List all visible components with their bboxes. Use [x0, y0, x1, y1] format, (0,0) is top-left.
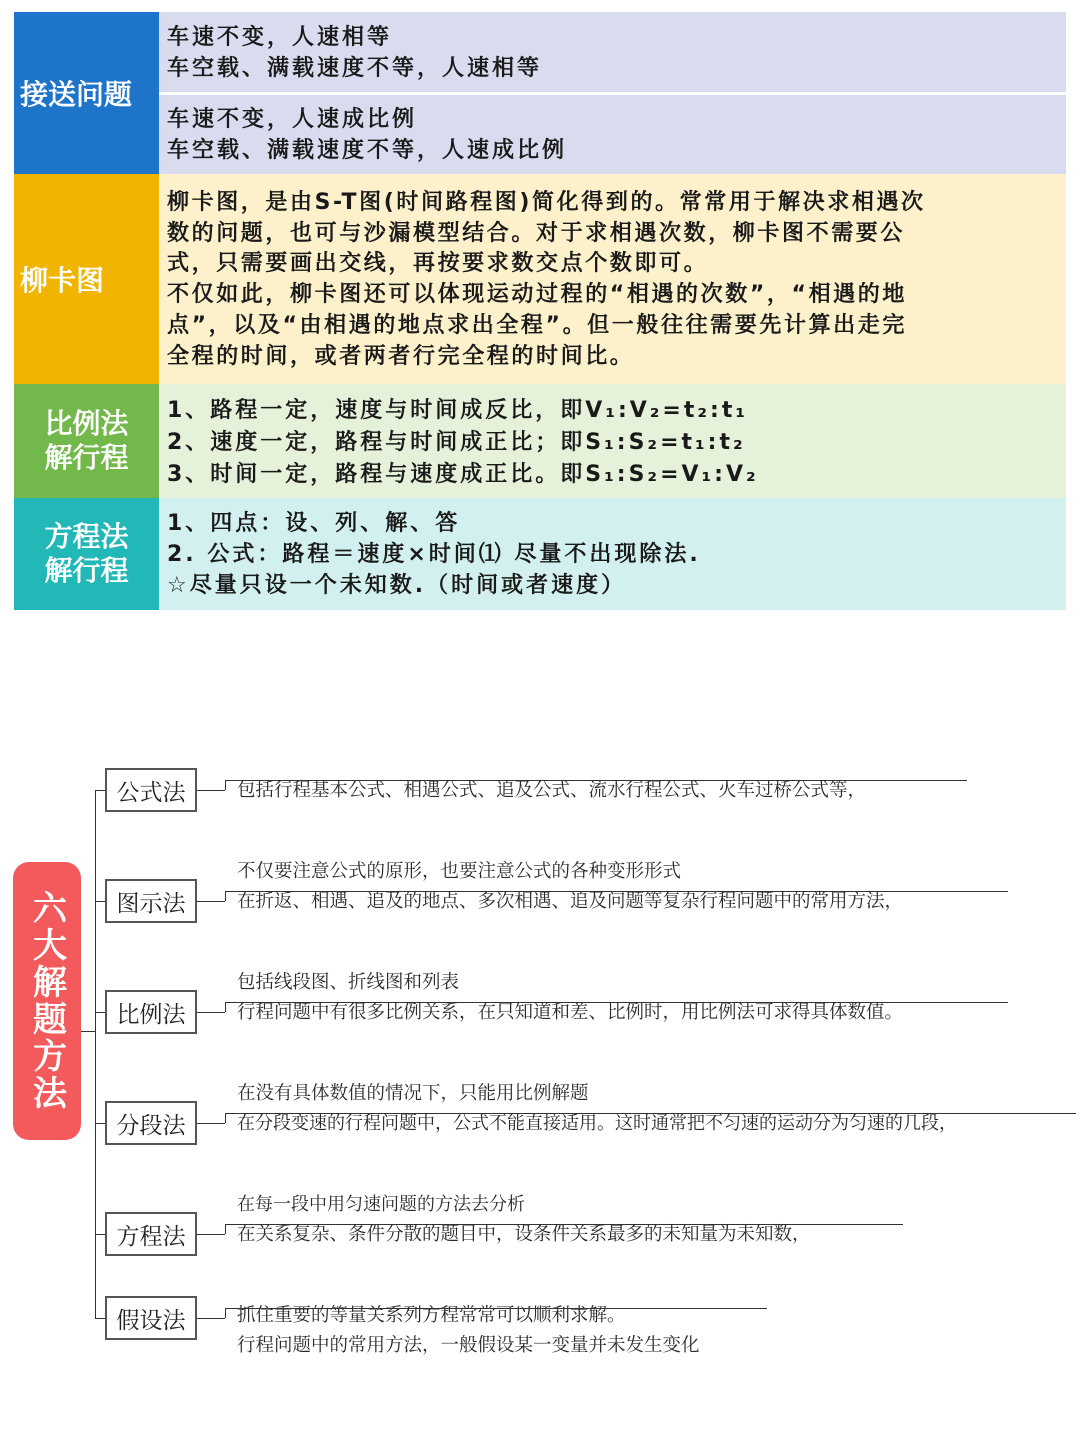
branch-connector [95, 1123, 105, 1124]
text-line: 式，只需要画出交线，再按要求数交点个数即可。 [167, 251, 709, 277]
branch-connector [95, 1234, 105, 1235]
text-line: 行程问题中的常用方法，一般假设某一变量并未发生变化 [237, 1335, 700, 1356]
row-title-line: 解行程 [44, 441, 129, 474]
branch-label: 比例法 [116, 1001, 186, 1028]
text-line: 1、路程一定，速度与时间成反比，即V₁:V₂=t₂:t₁ [167, 398, 748, 423]
branch-connector [95, 901, 105, 902]
row-title-line: 方程法 [44, 520, 129, 553]
pickup-section-2 [159, 95, 1066, 174]
mindmap-root-label: 六大解题方法 [26, 890, 67, 1112]
text-line: 车速不变，人速相等 [167, 25, 393, 50]
branch-tick [225, 780, 226, 790]
text-line: 3、时间一定，路程与速度成正比。即S₁:S₂=V₁:V₂ [167, 462, 759, 487]
text-line: 在没有具体数值的情况下，只能用比例解题 [237, 1083, 589, 1104]
row-title-pickup [14, 12, 159, 174]
row-title-text: 接送问题 [20, 78, 133, 111]
text-line: 2、速度一定，路程与时间成正比；即S₁:S₂=t₁:t₂ [167, 430, 746, 455]
row-title-liuka [14, 174, 159, 384]
text-line: ☆尽量只设一个未知数.（时间或者速度） [167, 573, 627, 598]
text-line: 包括行程基本公式、相遇公式、追及公式、流水行程公式、火车过桥公式等， [237, 780, 867, 801]
branch-spine [95, 790, 96, 1319]
branch-connector [95, 1318, 105, 1319]
text-line: 1、四点：设、列、解、答 [167, 511, 461, 536]
row-title-ratio [14, 384, 159, 498]
row-content-pickup [159, 12, 1066, 174]
text-line: 在关系复杂、条件分散的题目中，设条件关系最多的未知量为未知数， [237, 1224, 811, 1245]
branch-segment [105, 1101, 197, 1145]
branch-connector [95, 1012, 105, 1013]
text-line: 车速不变，人速成比例 [167, 107, 418, 132]
table-row-pickup [14, 12, 1066, 174]
branch-label: 分段法 [116, 1112, 186, 1139]
branch-tick [225, 1002, 226, 1012]
branch-ratio [105, 990, 197, 1034]
text-line: 在分段变速的行程问题中，公式不能直接适用。这时通常把不匀速的运动分为匀速的几段， [237, 1113, 957, 1134]
row-title-equation [14, 498, 159, 610]
branch-tick [197, 1234, 225, 1235]
row-title-text: 柳卡图 [20, 264, 105, 297]
text-line: 柳卡图，是由S-T图(时间路程图)简化得到的。常常用于解决求相遇次 [167, 190, 926, 215]
branch-tick [197, 1012, 225, 1013]
text-line: 点”，以及“由相遇的地点求出全程”。但一般往往需要先计算出走完 [167, 312, 907, 338]
text-line: 在折返、相遇、追及的地点、多次相遇、追及问题等复杂行程问题中的常用方法， [237, 891, 904, 912]
table-row-equation [14, 498, 1066, 610]
branch-tick [197, 790, 225, 791]
root-connector [81, 1031, 95, 1032]
text-line: 不仅要注意公式的原形，也要注意公式的各种变形形式 [237, 861, 682, 882]
branch-tick [197, 901, 225, 902]
row-title-line: 解行程 [44, 554, 129, 587]
branch-tick [225, 1308, 226, 1318]
branch-tick [225, 891, 226, 901]
text-line: 车空载、满载速度不等，人速相等 [167, 55, 543, 81]
text-line: 包括线段图、折线图和列表 [237, 972, 460, 993]
branch-tick [197, 1318, 225, 1319]
branch-label: 图示法 [116, 890, 186, 917]
text-line: 数的问题，也可与沙漏模型结合。对于求相遇次数，柳卡图不需要公 [167, 220, 906, 246]
row-content-equation [159, 498, 1066, 610]
branch-diagram [105, 879, 197, 923]
branch-formula [105, 768, 197, 812]
branch-tick [225, 1224, 226, 1234]
row-content-ratio [159, 384, 1066, 498]
branch-assumption [105, 1296, 197, 1340]
pickup-section-1 [159, 12, 1066, 92]
text-line: 在每一段中用匀速问题的方法去分析 [237, 1194, 525, 1215]
text-line: 不仅如此，柳卡图还可以体现运动过程的“相遇的次数”，“相遇的地 [167, 282, 907, 308]
table-row-liuka [14, 174, 1066, 384]
branch-connector [95, 790, 105, 791]
branch-tick [225, 1113, 226, 1123]
mindmap-root [13, 862, 81, 1140]
text-line: 2. 公式：路程＝速度×时间⑴ 尽量不出现除法. [167, 542, 701, 567]
row-title-line: 比例法 [44, 407, 129, 440]
text-line: 车空载、满载速度不等，人速成比例 [167, 137, 568, 163]
text-line: 行程问题中有很多比例关系，在只知道和差、比例时，用比例法可求得具体数值。 [237, 1002, 904, 1023]
branch-tick [197, 1123, 225, 1124]
branch-label: 方程法 [116, 1223, 186, 1250]
branch-description [237, 1278, 700, 1413]
text-line: 抓住重要的等量关系列方程常常可以顺利求解。 [237, 1305, 626, 1326]
branch-label: 公式法 [116, 779, 186, 806]
branch-label: 假设法 [116, 1307, 186, 1334]
branch-equation [105, 1212, 197, 1256]
text-line: 全程的时间，或者两者行完全程的时间比。 [167, 343, 635, 369]
row-content-liuka [159, 174, 1066, 384]
table-row-ratio [14, 384, 1066, 498]
